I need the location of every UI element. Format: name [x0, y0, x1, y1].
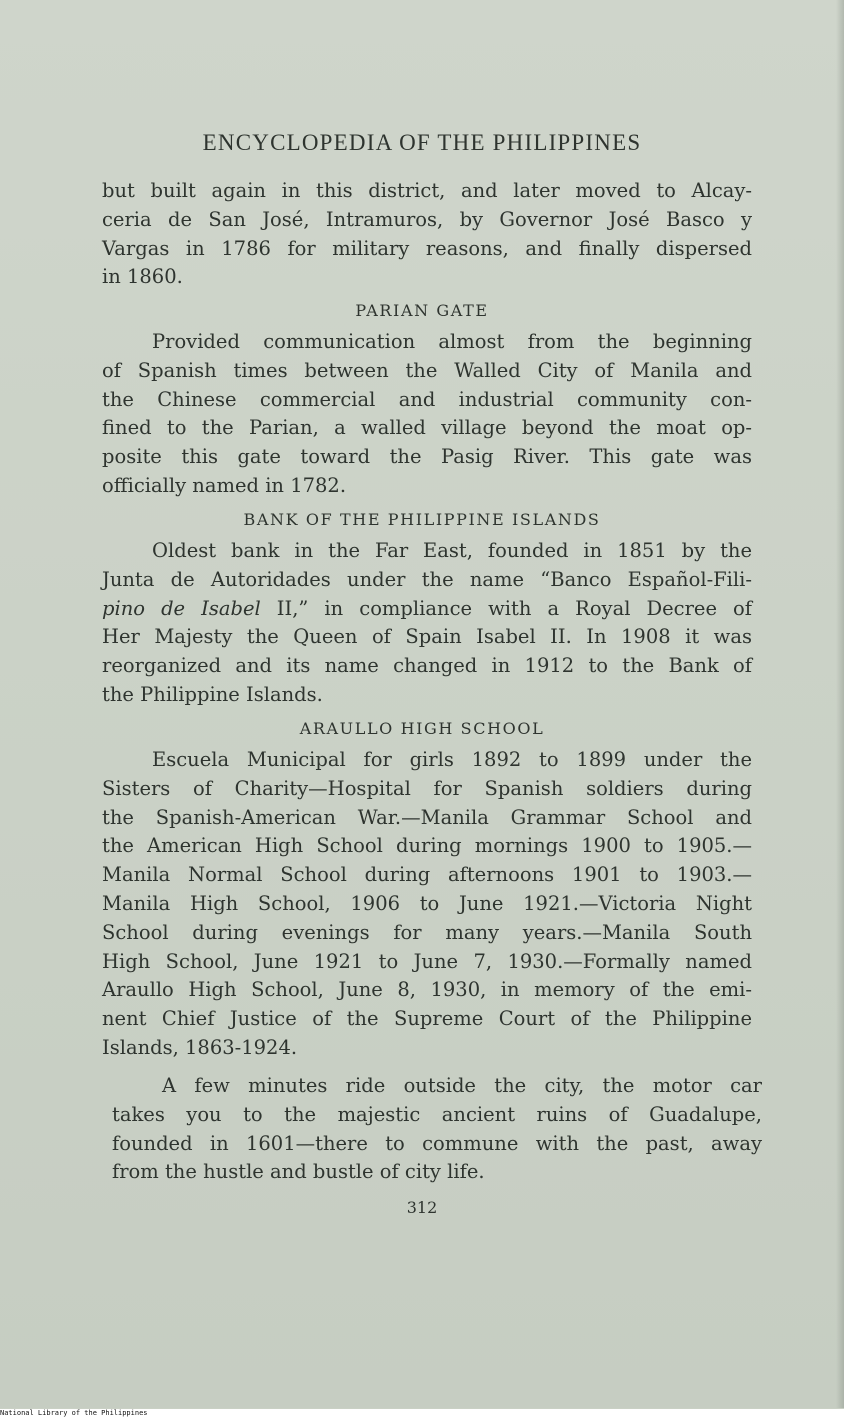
- text-line: fined to the Parian, a walled village beyond the moat op-: [102, 416, 752, 440]
- section-heading-bank: BANK OF THE PHILIPPINE ISLANDS: [243, 510, 601, 529]
- text-line: the Chinese commercial and industrial community con-: [102, 387, 752, 411]
- text-line: Junta de Autoridades under the name “Banco Español-Fili-: [102, 567, 752, 591]
- text-line: founded in 1601—there to commune with the past, away: [112, 1131, 762, 1155]
- text-line: Islands, 1863-1924.: [102, 1035, 298, 1059]
- text-line: from the hustle and bustle of city life.: [112, 1160, 485, 1184]
- text-line: the Spanish-American War.—Manila Grammar School and: [102, 805, 752, 829]
- text-line: posite this gate toward the Pasig River. This gate was: [102, 445, 752, 469]
- footer-credit: National Library of the Philippines: [0, 1409, 844, 1418]
- text-line: takes you to the majestic ancient ruins of Guadalupe,: [112, 1102, 762, 1126]
- text-line: Her Majesty the Queen of Spain Isabel II. In 1908 it was: [102, 625, 752, 649]
- section-heading-parian-gate: PARIAN GATE: [355, 301, 489, 320]
- text-line: the Philippine Islands.: [102, 682, 323, 706]
- text-line: School during evenings for many years.—Manila South: [102, 920, 752, 944]
- text-line: in 1860.: [102, 265, 183, 289]
- text-line: Vargas in 1786 for military reasons, and finally dispersed: [102, 236, 752, 260]
- text-line: A few minutes ride outside the city, the motor car: [162, 1074, 762, 1097]
- page-number: 312: [406, 1198, 438, 1217]
- text-line: but built again in this district, and later moved to Alcay-: [102, 179, 752, 202]
- closing-paragraph: [112, 1072, 762, 1187]
- text-line: Manila High School, 1906 to June 1921.—Victoria Night: [102, 891, 752, 915]
- text-line: Sisters of Charity—Hospital for Spanish soldiers during: [102, 776, 752, 800]
- text-line: Oldest bank in the Far East, founded in 1851 by the: [152, 539, 752, 562]
- italic-text: pino de Isabel: [102, 596, 277, 620]
- text-line: nent Chief Justice of the Supreme Court of the Philippine: [102, 1007, 752, 1031]
- text-line-italic: pino de Isabel II,” in compliance with a Royal Decree of: [102, 596, 752, 620]
- text-line: officially named in 1782.: [102, 473, 347, 497]
- text-line: of Spanish times between the Walled City of Manila and: [102, 358, 752, 382]
- paragraph-bank: [102, 537, 752, 710]
- section-heading-araullo: ARAULLO HIGH SCHOOL: [299, 719, 545, 738]
- text-line: the American High School during mornings 1900 to 1905.—: [102, 834, 752, 858]
- text-line: reorganized and its name changed in 1912 to the Bank of: [102, 654, 752, 678]
- running-head: ENCYCLOPEDIA OF THE PHILIPPINES: [202, 130, 642, 155]
- paragraph-parian-gate: [102, 328, 752, 501]
- text-line: Provided communication almost from the beginning: [152, 330, 752, 353]
- intro-paragraph: [102, 177, 752, 292]
- text-line: ceria de San José, Intramuros, by Governor José Basco y: [102, 207, 752, 231]
- text-line: Araullo High School, June 8, 1930, in memory of the emi-: [102, 978, 752, 1002]
- text-line: High School, June 1921 to June 7, 1930.—Formally named: [102, 949, 752, 973]
- paragraph-araullo: [102, 746, 752, 1063]
- page-edge-shadow: [836, 0, 844, 1408]
- text-line: Manila Normal School during afternoons 1901 to 1903.—: [102, 863, 752, 887]
- text-line: Escuela Municipal for girls 1892 to 1899 under the: [152, 748, 752, 771]
